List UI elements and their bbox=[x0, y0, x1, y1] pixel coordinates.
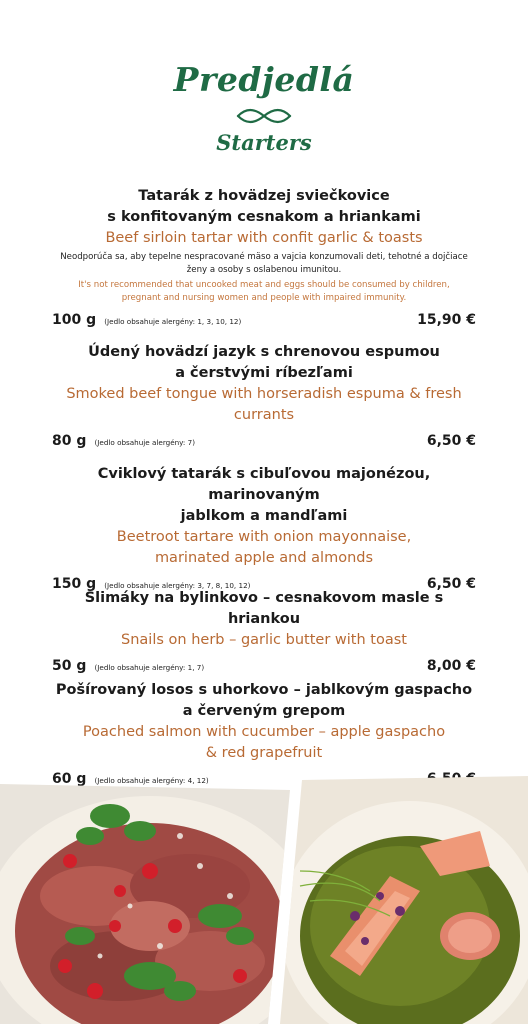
dish-name-sk: a červeným grepom bbox=[182, 703, 346, 719]
warning-note-line: pregnant and nursing women and people with impaired immunity. bbox=[121, 293, 407, 303]
menu-item bbox=[52, 186, 476, 328]
allergen-info: (Jedlo obsahuje alergény: 1, 3, 10, 12) bbox=[104, 317, 242, 326]
dish-name-en: Snails on herb – garlic butter with toast bbox=[121, 632, 407, 648]
page-title: Predjedlá bbox=[173, 60, 355, 99]
allergen-info: (Jedlo obsahuje alergény: 3, 7, 8, 10, 12) bbox=[104, 581, 251, 590]
dish-name-en: Beef sirloin tartar with confit garlic & toasts bbox=[105, 230, 423, 246]
dish-name-sk: Cviklový tatarák s cibuľovou majonézou, marinovaným bbox=[97, 466, 431, 503]
price-row bbox=[52, 430, 476, 449]
portion-weight: 80 g bbox=[52, 433, 87, 449]
portion-weight: 100 g bbox=[52, 312, 97, 328]
dish-name-sk: Slimáky na bylinkovo – cesnakovom masle s hriankou bbox=[84, 590, 444, 627]
dish-name-sk: s konfitovaným cesnakom a hriankami bbox=[107, 209, 421, 225]
dish-name-en: marinated apple and almonds bbox=[154, 550, 374, 566]
dish-name-en: Beetroot tartare with onion mayonnaise, bbox=[116, 529, 412, 545]
menu-header bbox=[0, 58, 528, 156]
allergen-info: (Jedlo obsahuje alergény: 4, 12) bbox=[94, 776, 209, 785]
portion-weight: 50 g bbox=[52, 658, 87, 674]
menu-item bbox=[52, 588, 476, 672]
portion-weight: 150 g bbox=[52, 576, 97, 592]
price-row bbox=[52, 309, 476, 328]
dish-name-en: & red grapefruit bbox=[205, 745, 323, 761]
warning-note-line: It's not recommended that uncooked meat and eggs should be consumed by children, bbox=[78, 280, 450, 290]
dish-price: 8,00 € bbox=[426, 658, 476, 674]
menu-item bbox=[52, 672, 476, 787]
menu-item bbox=[52, 452, 476, 592]
allergen-info: (Jedlo obsahuje alergény: 1, 7) bbox=[94, 663, 205, 672]
warning-note-line: ženy a osoby s oslabenou imunitou. bbox=[186, 265, 342, 275]
warning-note-en bbox=[52, 279, 476, 305]
warning-note-sk bbox=[52, 251, 476, 277]
dish-price: 6,50 € bbox=[426, 576, 476, 592]
dish-price: 15,90 € bbox=[417, 312, 476, 328]
dish-price: 6,50 € bbox=[426, 433, 476, 449]
dish-name-sk: Tatarák z hovädzej sviečkovice bbox=[138, 188, 390, 204]
dish-name-en: Smoked beef tongue with horseradish espuma & fresh currants bbox=[66, 386, 462, 423]
poached-salmon-photo bbox=[270, 776, 528, 1024]
menu-item bbox=[52, 328, 476, 452]
beef-tongue-photo bbox=[0, 776, 315, 1024]
portion-weight: 60 g bbox=[52, 771, 87, 787]
dish-name-sk: jablkom a mandľami bbox=[180, 508, 348, 524]
flourish-ornament-icon bbox=[236, 106, 292, 126]
allergen-info: (Jedlo obsahuje alergény: 7) bbox=[94, 438, 195, 447]
food-photos bbox=[0, 776, 528, 1024]
dish-name-sk: Pošírovaný losos s uhorkovo – jablkovým gaspacho bbox=[55, 682, 473, 698]
dish-name-en: Poached salmon with cucumber – apple gaspacho bbox=[82, 724, 446, 740]
dish-name-sk: Údený hovädzí jazyk s chrenovou espumou bbox=[88, 344, 440, 360]
page-subtitle: Starters bbox=[216, 130, 312, 155]
dish-name-sk: a čerstvými ríbezľami bbox=[175, 365, 353, 381]
menu-list bbox=[52, 186, 476, 787]
warning-note-line: Neodporúča sa, aby tepelne nespracované mäso a vajcia konzumovali deti, tehotné a dojčiace bbox=[60, 252, 468, 262]
